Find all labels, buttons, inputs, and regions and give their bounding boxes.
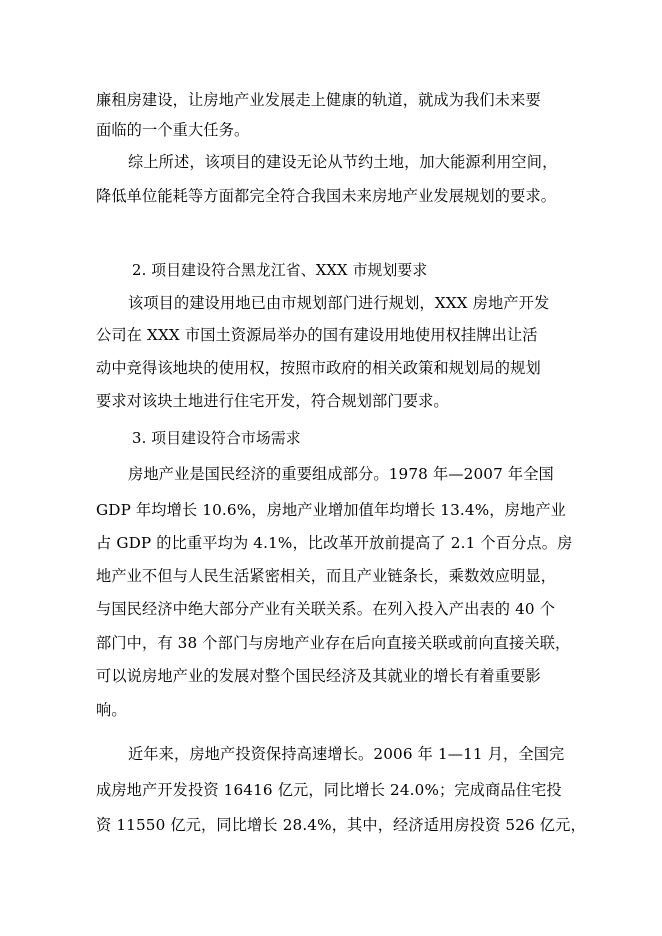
- text-line-18: 响。: [96, 701, 127, 719]
- text-line-12: GDP 年均增长 10.6%，房地产业增加值年均增长 13.4%，房地产业: [96, 501, 566, 519]
- text-line-2: 面临的一个重大任务。: [96, 121, 250, 139]
- text-line-8: 动中竞得该地块的使用权，按照市政府的相关政策和规划局的规划: [96, 359, 541, 377]
- section-heading-3: 3. 项目建设符合市场需求: [132, 430, 301, 447]
- text-line-17: 可以说房地产业的发展对整个国民经济及其就业的增长有着重要影: [96, 667, 541, 685]
- text-line-16: 部门中，有 38 个部门与房地产业存在后向直接关联或前向直接关联，: [96, 634, 571, 652]
- text-line-7: 公司在 XXX 市国土资源局举办的国有建设用地使用权挂牌出让活: [96, 326, 538, 344]
- text-line-20: 成房地产开发投资 16416 亿元，同比增长 24.0%；完成商品住宅投: [96, 781, 562, 799]
- text-line-21: 资 11550 亿元，同比增长 28.4%，其中，经济适用房投资 526 亿元，: [96, 816, 586, 834]
- text-line-19: 近年来，房地产投资保持高速增长。2006 年 1—11 月，全国完: [128, 745, 565, 763]
- text-line-4: 降低单位能耗等方面都完全符合我国未来房地产业发展规划的要求。: [96, 187, 557, 205]
- text-line-14: 地产业不但与人民生活紧密相关，而且产业链条长，乘数效应明显，: [96, 567, 557, 585]
- text-line-9: 要求对该块土地进行住宅开发，符合规划部门要求。: [96, 392, 449, 410]
- text-line-6: 该项目的建设用地已由市规划部门进行规划，XXX 房地产开发: [128, 294, 550, 312]
- text-line-3: 综上所述，该项目的建设无论从节约土地，加大能源利用空间，: [128, 153, 558, 171]
- section-heading-2: 2. 项目建设符合黑龙江省、XXX 市规划要求: [132, 262, 428, 279]
- text-line-13: 占 GDP 的比重平均为 4.1%，比改革开放前提高了 2.1 个百分点。房: [96, 534, 573, 552]
- text-line-15: 与国民经济中绝大部分产业有关联关系。在列入投入产出表的 40 个: [96, 600, 556, 618]
- text-line-1: 廉租房建设，让房地产业发展走上健康的轨道，就成为我们未来要: [96, 91, 541, 109]
- text-line-11: 房地产业是国民经济的重要组成部分。1978 年—2007 年全国: [128, 465, 554, 483]
